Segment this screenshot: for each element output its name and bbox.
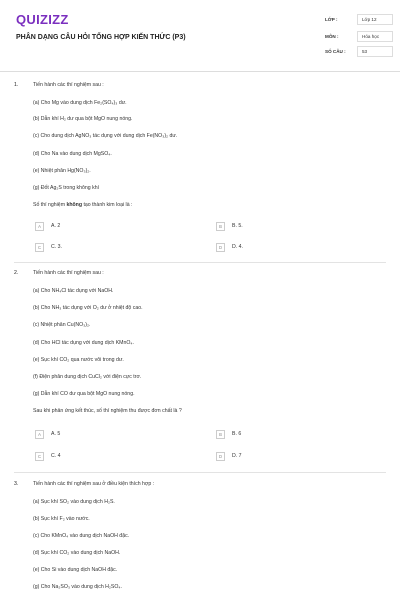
meta-count-label: SỐ CÂU : [325,49,346,54]
option-letter-box: A [35,430,44,439]
question-2-intro: Tiến hành các thí nghiệm sau : [33,270,104,276]
question-1-item: (d) Cho Na vào dung dịch MgSO₄. [33,151,112,157]
option-label: D. 4. [232,244,243,250]
meta-class-label: LỚP : [325,17,338,22]
question-3-item: (c) Cho KMnO₄ vào dung dịch NaOH đặc. [33,533,130,539]
option-label: D. 7 [232,453,242,459]
question-2-number: 2. [14,270,19,276]
question-2-item: (g) Dẫn khí CO dư qua bột MgO nung nóng. [33,391,135,397]
option-letter-box: A [35,222,44,231]
question-2-prompt: Sau khi phản ứng kết thúc, số thí nghiệm thu được đơn chất là ? [33,408,182,414]
option-label: B. 5. [232,223,243,229]
question-divider [14,262,386,263]
question-divider [14,472,386,473]
option-label: B. 6 [232,431,242,437]
prompt-emphasis: không [66,202,83,208]
question-3-item: (e) Cho Si vào dung dịch NaOH đặc. [33,567,118,573]
question-1-item: (b) Dẫn khí H₂ dư qua bột MgO nung nóng. [33,116,133,122]
question-3-item: (b) Sục khí F₂ vào nước. [33,516,90,522]
option-label: A. 2 [51,223,61,229]
meta-class-value: Lớp 12 [357,14,393,25]
question-1-item: (c) Cho dung dịch AgNO₃ tác dụng với dung dịch Fe(NO₃)₂ dư. [33,133,178,139]
question-1-intro: Tiến hành các thí nghiệm sau : [33,82,104,88]
page-title: PHÂN DẠNG CÂU HỎI TỔNG HỢP KIẾN THỨC (P3) [16,34,186,41]
meta-subject-value: Hóa học [357,31,393,42]
question-3-number: 3. [14,481,19,487]
quizizz-logo: QUIZIZZ [16,12,69,27]
option-letter-box: D [216,452,225,461]
question-1-item: (g) Đốt Ag₂S trong không khí [33,185,100,191]
question-3-item: (a) Sục khí SO₂ vào dung dịch H₂S. [33,499,115,505]
question-1-item: (a) Cho Mg vào dung dịch Fe₂(SO₄)₃ dư. [33,100,127,106]
question-2-item: (b) Cho NH₃ tác dụng với O₂ dư ở nhiệt độ cao. [33,305,143,311]
option-letter-box: C [35,243,44,252]
question-3-intro: Tiến hành các thí nghiệm sau ở điều kiện thích hợp : [33,481,155,487]
question-3-item: (g) Cho Na₂SO₃ vào dung dịch H₂SO₄. [33,584,122,590]
meta-subject-label: MÔN : [325,34,339,39]
header-divider [0,71,400,72]
question-3-item: (d) Sục khí CO₂ vào dung dịch NaOH. [33,550,121,556]
question-2-item: (d) Cho HCl tác dụng với dung dịch KMnO₄. [33,340,134,346]
prompt-text: Số thí nghiệm [33,202,67,208]
option-letter-box: D [216,243,225,252]
question-1-number: 1. [14,82,19,88]
question-1-item: (e) Nhiệt phân Hg(NO₃)₂. [33,168,91,174]
option-label: C. 4 [51,453,61,459]
option-letter-box: B [216,222,225,231]
question-2-item: (c) Nhiệt phân Cu(NO₃)₂. [33,322,91,328]
question-2-item: (f) Điện phân dung dịch CuCl₂ với điện cực trơ. [33,374,142,380]
option-label: A. 5 [51,431,61,437]
option-label: C. 3. [51,244,62,250]
question-2-item: (e) Sục khí CO₂ qua nước vôi trong dư. [33,357,124,363]
question-2-item: (a) Cho NH₄Cl tác dụng với NaOH. [33,288,114,294]
question-1-prompt [33,202,132,208]
meta-count-value: 53 [357,46,393,57]
option-letter-box: C [35,452,44,461]
prompt-text: tạo thành kim loại là : [82,202,133,208]
option-letter-box: B [216,430,225,439]
